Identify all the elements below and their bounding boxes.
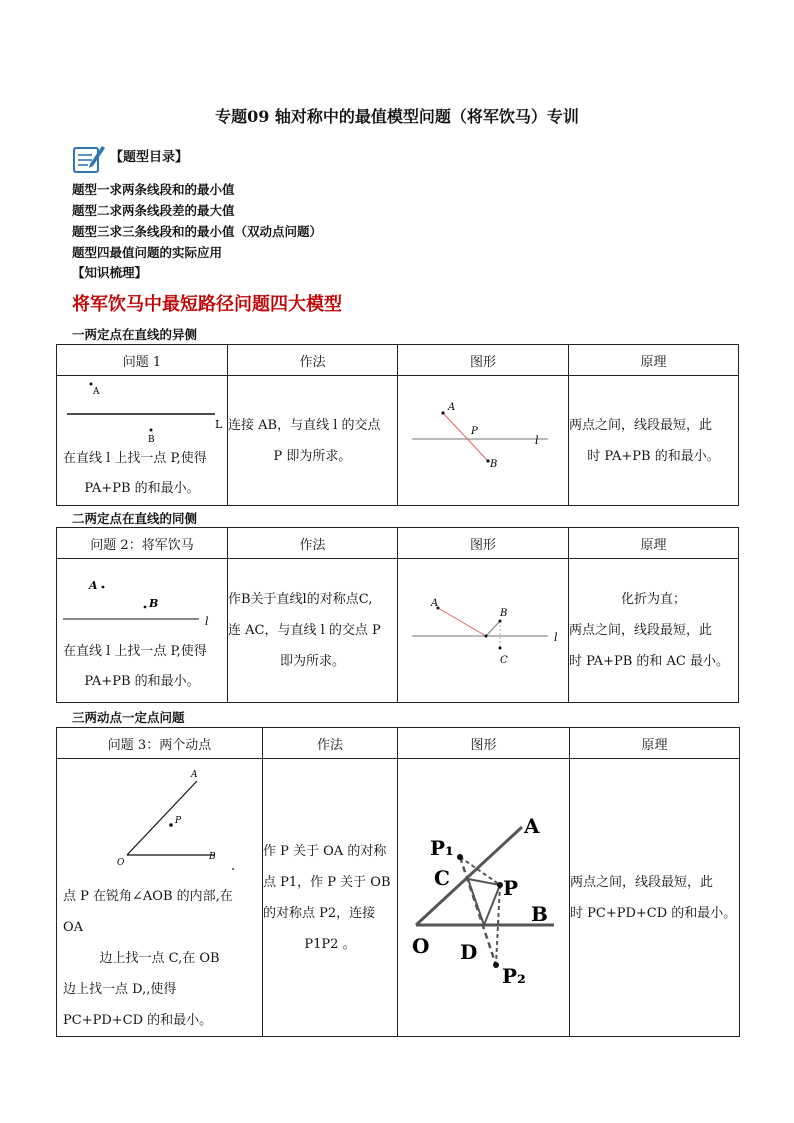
- s3-problem-cell: [57, 759, 263, 1037]
- svg-text:A: A: [431, 597, 439, 609]
- s3-problem-line-4: PC+PD+CD 的和最小。: [63, 1013, 213, 1028]
- svg-text:l: l: [554, 630, 558, 644]
- svg-text:A: A: [448, 401, 456, 413]
- s2-problem-line-1: 在直线 l 上找一点 P,使得: [63, 643, 207, 659]
- s3-problem-line-3: 边上找一点 D,,使得: [63, 982, 177, 997]
- s3-header-principle: 原理: [570, 728, 740, 759]
- section-1-heading: 一两定点在直线的异侧: [72, 327, 198, 342]
- s3-header-figure: 图形: [398, 728, 570, 759]
- svg-text:B: B: [490, 458, 498, 470]
- toc-item-3: 题型三求三条线段和的最小值（双动点问题）: [72, 224, 323, 239]
- svg-text:A: A: [89, 578, 98, 592]
- toc-header: [72, 140, 188, 176]
- s1-principle-line-2: 时 PA+PB 的和最小。: [587, 448, 720, 464]
- s1-problem-figure: [57, 378, 227, 444]
- model-title: 将军饮马中最短路径问题四大模型: [72, 294, 342, 315]
- s2-header-figure: 图形: [398, 528, 569, 559]
- svg-text:B: B: [531, 901, 548, 926]
- s2-method-line-2: 连 AC，与直线 l 的交点 P: [228, 623, 381, 638]
- s3-header-problem: 问题 3：两个动点: [57, 728, 263, 759]
- s2-header-principle: 原理: [569, 528, 739, 559]
- section-3-heading: 三两动点一定点问题: [72, 710, 185, 725]
- svg-text:P: P: [175, 816, 182, 826]
- s3-method-line-2: 点 P1，作 P 关于 OB: [263, 874, 391, 890]
- s1-principle-cell: [569, 376, 739, 506]
- s1-problem-cell: [57, 376, 228, 506]
- section-3-table: [56, 727, 740, 1037]
- s3-problem-line-1: 点 P 在锐角∠AOB 的内部,在 OA: [63, 889, 233, 935]
- toc-item-2: 题型二求两条线段差的最大值: [72, 203, 235, 218]
- s3-method-cell: [263, 759, 398, 1037]
- doc-title: 专题09 轴对称中的最值模型问题（将军饮马）专训: [215, 107, 579, 126]
- s3-problem-line-2: 边上找一点 C,在 OB: [99, 951, 220, 966]
- s1-method-line-1: 连接 AB，与直线 l 的交点: [228, 417, 381, 433]
- s1-header-principle: 原理: [569, 345, 739, 376]
- s2-figure: [398, 560, 568, 702]
- s2-principle-line-1: 化折为直；: [620, 592, 686, 607]
- section-2-table: [56, 527, 739, 703]
- s2-header-method: 作法: [228, 528, 398, 559]
- svg-text:A: A: [93, 386, 100, 397]
- svg-text:O: O: [117, 858, 125, 868]
- s1-header-problem: 问题 1: [57, 345, 228, 376]
- s2-method-cell: [228, 559, 398, 703]
- s3-method-line-1: 作 P 关于 OA 的对称: [263, 843, 387, 859]
- svg-text:L: L: [215, 417, 223, 431]
- section-1-table: [56, 344, 739, 506]
- s1-figure-cell: [398, 376, 569, 506]
- s2-method-line-1: 作B关于直线l的对称点C,: [228, 592, 373, 607]
- s2-method-line-3: 即为所求。: [279, 654, 345, 669]
- s1-method-line-2: P 即为所求。: [273, 448, 352, 464]
- svg-text:l: l: [205, 614, 209, 628]
- svg-text:B: B: [209, 852, 216, 862]
- svg-text:P: P: [471, 425, 478, 437]
- s2-principle-cell: [569, 559, 739, 703]
- s1-problem-line-1: 在直线 l 上找一点 P,使得: [63, 450, 207, 466]
- svg-text:l: l: [535, 433, 539, 447]
- s2-principle-line-3: 时 PA+PB 的和 AC 最小。: [569, 654, 729, 669]
- svg-text:C: C: [434, 865, 450, 890]
- s2-principle-line-2: 两点之间，线段最短，此: [569, 623, 713, 638]
- toc-item-1: 题型一求两条线段和的最小值: [72, 182, 235, 197]
- svg-text:B: B: [149, 596, 159, 610]
- svg-text:C: C: [500, 654, 508, 666]
- s3-figure: [398, 775, 569, 1021]
- toc-header-label: 【题型目录】: [110, 149, 189, 165]
- s3-principle-cell: [570, 759, 740, 1037]
- s3-header-method: 作法: [263, 728, 398, 759]
- s1-figure: [398, 377, 568, 505]
- svg-text:B: B: [148, 434, 155, 444]
- s2-problem-figure: [57, 565, 227, 637]
- svg-text:A: A: [191, 770, 198, 780]
- svg-text:P: P: [503, 875, 519, 900]
- s1-header-figure: 图形: [398, 345, 569, 376]
- s2-problem-line-2: PA+PB 的和最小。: [84, 673, 200, 689]
- s1-method-cell: [228, 376, 398, 506]
- svg-text:O: O: [412, 933, 430, 958]
- knowledge-header: 【知识梳理】: [72, 265, 148, 280]
- s1-problem-line-2: PA+PB 的和最小。: [84, 480, 200, 496]
- s2-header-problem: 问题 2：将军饮马: [57, 528, 228, 559]
- svg-text:P₁: P₁: [430, 835, 454, 860]
- s3-principle-line-1: 两点之间，线段最短，此: [570, 874, 714, 890]
- section-2-heading: 二两定点在直线的同侧: [72, 511, 198, 526]
- s3-problem-figure: [57, 759, 262, 881]
- svg-text:B: B: [500, 607, 508, 619]
- s1-principle-line-1: 两点之间，线段最短，此: [569, 417, 713, 433]
- svg-text:A: A: [524, 813, 540, 838]
- s3-method-line-4: P1P2 。: [304, 936, 356, 952]
- toc-item-4: 题型四最值问题的实际应用: [72, 245, 223, 260]
- s3-figure-cell: [398, 759, 570, 1037]
- s1-header-method: 作法: [228, 345, 398, 376]
- s2-problem-cell: [57, 559, 228, 703]
- svg-text:P₂: P₂: [502, 963, 526, 988]
- svg-text:D: D: [460, 939, 478, 964]
- s3-principle-line-2: 时 PC+PD+CD 的和最小。: [570, 905, 737, 921]
- notepad-pencil-icon: [72, 142, 106, 174]
- s2-figure-cell: [398, 559, 569, 703]
- s3-method-line-3: 的对称点 P2，连接: [263, 905, 376, 921]
